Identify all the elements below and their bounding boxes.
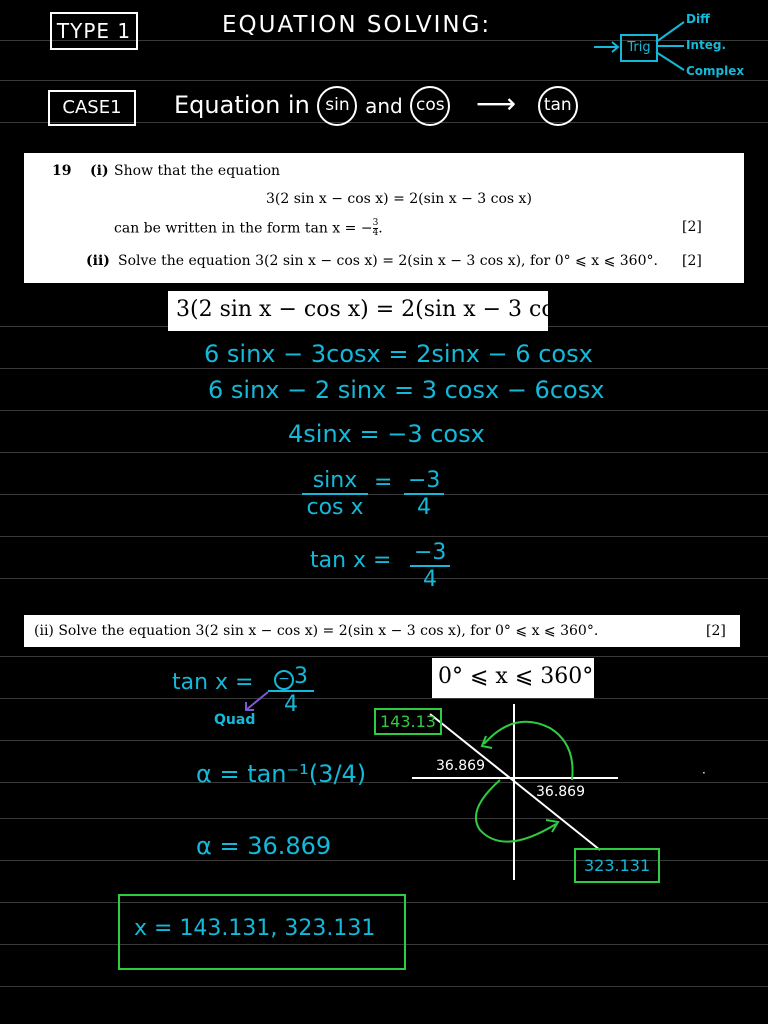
page-title: EQUATION SOLVING: [222, 12, 492, 38]
tan-rhs-den: 4 [423, 567, 437, 592]
angle-323-box [574, 848, 660, 883]
branch-diff: Diff [686, 12, 710, 26]
p2-tan-den: 4 [284, 692, 298, 717]
working-line-1: 6 sinx − 3cosx = 2sinx − 6 cosx [204, 340, 593, 368]
frac-equals: = [374, 470, 393, 495]
quad-arrow [236, 690, 276, 714]
question-paper [24, 153, 744, 283]
working-equation: 3(2 sin x − cos x) = 2(sin x − 3 cos x) [176, 297, 594, 322]
branch-integ: Integ. [686, 38, 727, 52]
tan-line-fraction [410, 540, 450, 592]
trig-box [620, 34, 658, 62]
final-answer: x = 143.131, 323.131 [134, 916, 376, 941]
part1-text: Show that the equation [114, 163, 281, 179]
p2-tan-lhs: tan x = [172, 670, 254, 695]
form-num: 3 [372, 218, 379, 228]
sin-circle: sin [317, 86, 357, 126]
question-equation: 3(2 sin x − cos x) = 2(sin x − 3 cos x) [266, 191, 532, 207]
form-text: can be written in the form tan x = − $\frac{3}{4}$ . [114, 218, 383, 238]
range-box [432, 658, 594, 698]
branch-complex: Complex [686, 64, 745, 78]
frac-rhs-num: −3 [404, 468, 444, 495]
frac-lhs-num: sinx [302, 468, 368, 495]
angle-143-box [374, 708, 442, 735]
case-label: CASE1 [62, 97, 122, 118]
angle-36-right: 36.869 [536, 784, 585, 800]
type-label-box [50, 12, 138, 50]
minus3-over-4 [404, 468, 444, 520]
frac-lhs-den: cos x [306, 495, 364, 520]
alpha-line-2: α = 36.869 [196, 832, 332, 860]
working-line-3: 4sinx = −3 cosx [288, 420, 485, 448]
arc-143 [484, 722, 573, 780]
case-text [174, 86, 578, 126]
frac-rhs-den: 4 [417, 495, 431, 520]
case-label-box [48, 90, 136, 126]
case-text-pre: Equation in [174, 91, 310, 119]
p2-tan-num-value: 3 [294, 664, 308, 689]
cos-circle: cos [410, 86, 450, 126]
part2-question-box [24, 615, 740, 647]
alpha-line-1: α = tan⁻¹(3/4) [196, 760, 367, 788]
tan-circle: tan [538, 86, 578, 126]
tan-line-lhs: tan x = [310, 548, 392, 573]
type-label: TYPE 1 [56, 19, 132, 43]
answer-box [118, 894, 406, 970]
working-line-2: 6 sinx − 2 sinx = 3 cosx − 6cosx [208, 376, 605, 404]
form-text-main: can be written in the form tan x = − [114, 220, 373, 237]
tan-rhs-num: −3 [410, 540, 450, 567]
trig-mindmap [590, 8, 768, 84]
part2-label: (ii) [86, 253, 110, 269]
part2-text: Solve the equation 3(2 sin x − cos x) = 2(sin x − 3 cos x), for 0° ⩽ x ⩽ 360°. [118, 253, 658, 269]
marks-2: [2] [682, 253, 702, 269]
range-text: 0° ⩽ x ⩽ 360° [438, 664, 594, 689]
trig-box-label: Trig [627, 40, 651, 55]
form-fraction [373, 219, 379, 238]
angle-36-left: 36.869 [436, 758, 485, 774]
sinx-over-cosx [302, 468, 368, 520]
case-arrow: ⟶ [476, 87, 517, 120]
case-and: and [365, 94, 403, 118]
angle-143: 143.13 [380, 712, 436, 731]
form-den: 4 [372, 228, 379, 238]
question-number: 19 [52, 163, 72, 179]
p2-tan-num: − 3 [268, 664, 314, 692]
quad-note: Quad [214, 712, 256, 728]
part2-question-text: (ii) Solve the equation 3(2 sin x − cos x) = 2(sin x − 3 cos x), for 0° ⩽ x ⩽ 360°. [34, 623, 599, 639]
marks-1: [2] [682, 219, 702, 235]
stray-dot: · [702, 766, 706, 780]
angle-323: 323.131 [584, 856, 651, 875]
working-equation-box [168, 291, 594, 331]
part1-label: (i) [90, 163, 109, 179]
part2-marks: [2] [706, 623, 726, 639]
